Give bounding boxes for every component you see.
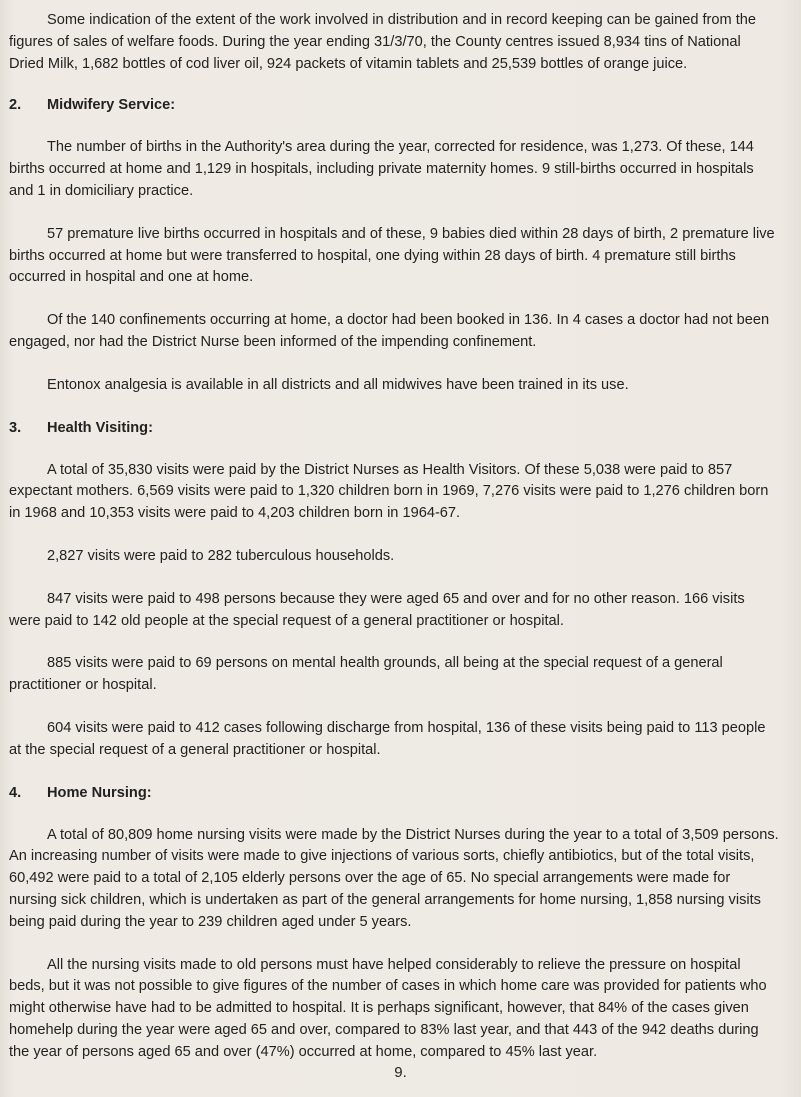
paragraph: 57 premature live births occurred in hospitals and of these, 9 babies died within 28 days of birth, 2 premature live births occurred at home but were transferred to hospital, one dying within 28 days of birth. 4 premature still births occurred in hospital and one at home.	[9, 225, 775, 286]
paragraph: The number of births in the Authority's area during the year, corrected for residence, was 1,273. Of these, 144 births occurred at home and 1,129 in hospitals, including private maternity homes. 9 still-births occurred in hospitals and 1 in domiciliary practice.	[9, 139, 754, 199]
section-heading	[9, 95, 779, 116]
paragraph: 885 visits were paid to 69 persons on mental health grounds, all being at the special request of a general practitioner or hospital.	[9, 655, 723, 694]
section-heading	[9, 783, 779, 804]
section-title: Home Nursing:	[47, 784, 152, 801]
intro-paragraph: Some indication of the extent of the work involved in distribution and in record keeping can be gained from the figures of sales of welfare foods. During the year ending 31/3/70, the County centres issued 8,934 tins of National Dried Milk, 1,682 bottles of cod liver oil, 924 packets of vitamin tablets and 25,539 bottles of orange juice.	[9, 12, 757, 72]
paragraph: A total of 35,830 visits were paid by the District Nurses as Health Visitors. Of these 5,038 were paid to 857 expectant mothers. 6,569 visits were paid to 1,320 children born in 1969, 7,276 visits were paid to 1,276 children born in 1968 and 10,353 visits were paid to 4,203 children born in 1964-67.	[9, 461, 769, 522]
section-health-visiting	[9, 418, 779, 762]
section-title: Health Visiting:	[47, 419, 153, 436]
section-midwifery	[9, 95, 779, 396]
section-number: 4.	[9, 784, 22, 801]
paragraph: 604 visits were paid to 412 cases following discharge from hospital, 136 of these visits being paid to 113 people at the special request of a general practitioner or hospital.	[9, 719, 766, 758]
paragraph: Entonox analgesia is available in all districts and all midwives have been trained in its use.	[47, 376, 629, 393]
paragraph: 2,827 visits were paid to 282 tuberculous households.	[47, 547, 395, 564]
paragraph: Of the 140 confinements occurring at home, a doctor had been booked in 136. In 4 cases a doctor had not been engaged, nor had the District Nurse been informed of the impending confinement.	[9, 312, 770, 350]
section-title: Midwifery Service:	[47, 97, 176, 114]
section-home-nursing	[9, 783, 779, 1064]
section-number: 2.	[9, 97, 22, 114]
page-number: 9.	[394, 1064, 407, 1081]
section-number: 3.	[9, 419, 22, 436]
section-heading	[9, 418, 779, 439]
paragraph: All the nursing visits made to old persons must have helped considerably to relieve the pressure on hospital beds, but it was not possible to give figures of the number of cases in which home care was provided for patients who might otherwise have had to be admitted to hospital. It is perhaps significant, however, that 84% of the cases given homehelp during the year were aged 65 and over, compared to 83% last year, and that 443 of the 942 deaths during the year of persons aged 65 and over (47%) occurred at home, compared to 45% last year.	[9, 956, 767, 1060]
paragraph: A total of 80,809 home nursing visits were made by the District Nurses during the year to a total of 3,509 persons. An increasing number of visits were made to give injections of various sorts, chiefly antibiotics, but of the total visits, 60,492 were paid to a total of 2,105 elderly persons over the age of 65. No special arrangements were made for nursing sick children, which is undertaken as part of the general arrangements for home nursing, 1,858 nursing visits being paid during the year to 239 children aged under 5 years.	[9, 826, 779, 930]
paragraph: 847 visits were paid to 498 persons because they were aged 65 and over and for no other reason. 166 visits were paid to 142 old people at the special request of a general practitioner or hospital.	[9, 590, 745, 629]
